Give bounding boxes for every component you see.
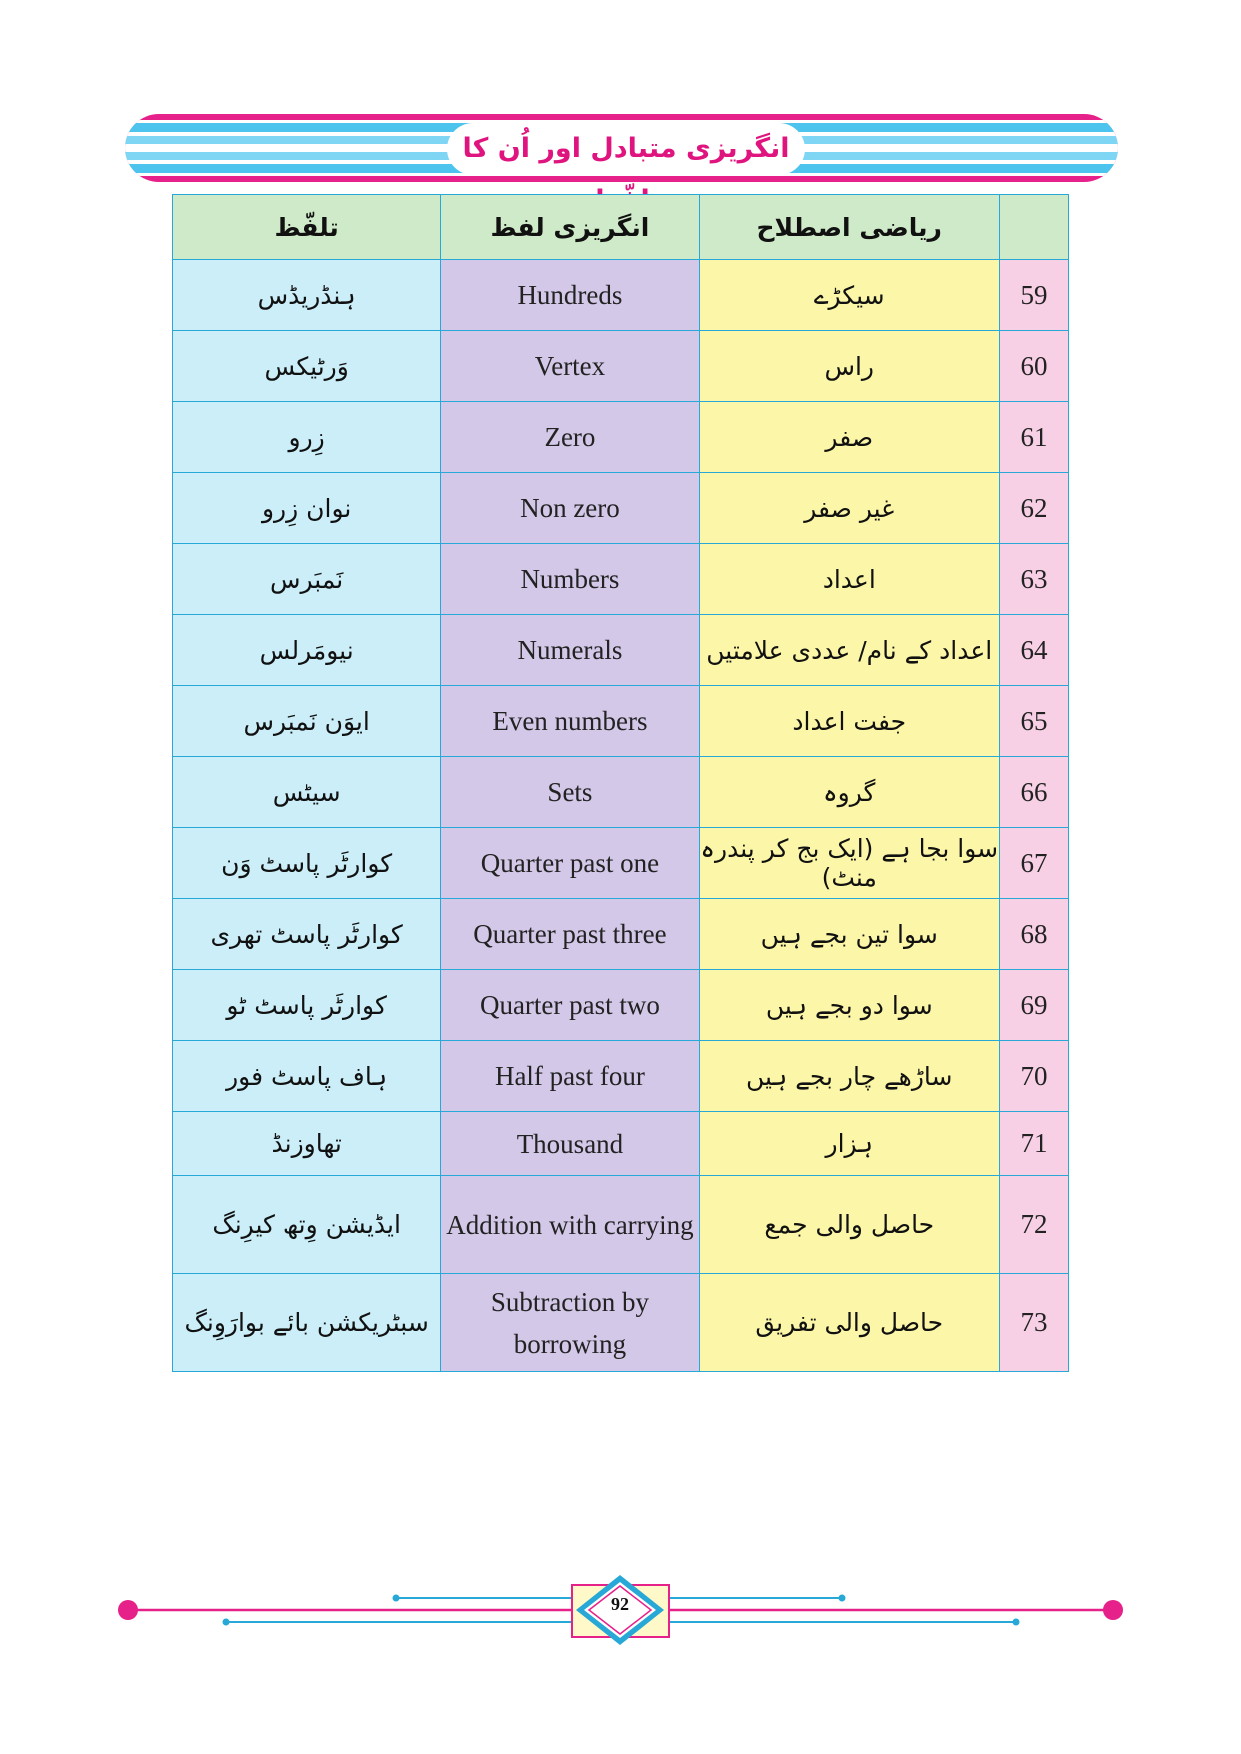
pronunciation-cell: نَمبَرس [173,544,441,615]
pronunciation-cell: تھاوزنڈ [173,1112,441,1176]
term-cell: سوا دو بجے ہیں [699,970,999,1041]
term-cell: سیکڑے [699,260,999,331]
term-cell: جفت اعداد [699,686,999,757]
term-cell: گروہ [699,757,999,828]
table-header-row [173,195,1069,260]
pronunciation-cell: زِرو [173,402,441,473]
term-cell: اعداد [699,544,999,615]
table-row [173,899,1069,970]
term-cell: اعداد کے نام/ عددی علامتیں [699,615,999,686]
english-cell: Sets [441,757,699,828]
english-cell: Numerals [441,615,699,686]
english-cell: Non zero [441,473,699,544]
pronunciation-cell: ہاف پاسٹ فور [173,1041,441,1112]
number-cell: 65 [999,686,1068,757]
table-row [173,757,1069,828]
table-row [173,402,1069,473]
number-cell: 66 [999,757,1068,828]
table-row [173,828,1069,899]
term-cell: راس [699,331,999,402]
term-cell: سوا تین بجے ہیں [699,899,999,970]
table-row [173,473,1069,544]
term-cell: سوا بجا ہے (ایک بج کر پندرہ منٹ) [699,828,999,899]
term-cell: حاصل والی تفریق [699,1274,999,1372]
pronunciation-cell: کوارٹَر پاسٹ تھری [173,899,441,970]
english-cell: Vertex [441,331,699,402]
table-row [173,1176,1069,1274]
pronunciation-cell: سبٹریکشن بائے بوارَوِنگ [173,1274,441,1372]
pronunciation-cell: سیٹس [173,757,441,828]
english-cell: Quarter past two [441,970,699,1041]
number-cell: 61 [999,402,1068,473]
number-cell: 71 [999,1112,1068,1176]
number-cell: 67 [999,828,1068,899]
number-cell: 59 [999,260,1068,331]
number-cell: 68 [999,899,1068,970]
english-cell: Thousand [441,1112,699,1176]
term-cell: حاصل والی جمع [699,1176,999,1274]
number-cell: 62 [999,473,1068,544]
english-cell: Hundreds [441,260,699,331]
table-row [173,331,1069,402]
pronunciation-cell: کوارٹَر پاسٹ ٹو [173,970,441,1041]
english-cell: Even numbers [441,686,699,757]
english-cell: Subtraction by borrowing [441,1274,699,1372]
header-pronunciation: تلفّظ [173,195,441,260]
english-cell: Addition with carrying [441,1176,699,1274]
term-cell: ساڑھے چار بجے ہیں [699,1041,999,1112]
english-cell: Quarter past three [441,899,699,970]
pronunciation-cell: نوان زِرو [173,473,441,544]
number-cell: 73 [999,1274,1068,1372]
header-number [999,195,1068,260]
english-cell: Quarter past one [441,828,699,899]
table-row [173,686,1069,757]
table-row [173,260,1069,331]
term-cell: غیر صفر [699,473,999,544]
header-english-word: انگریزی لفظ [441,195,699,260]
english-cell: Zero [441,402,699,473]
english-cell: Half past four [441,1041,699,1112]
pronunciation-cell: کوارٹَر پاسٹ وَن [173,828,441,899]
page-title: انگریزی متبادل اور اُن کا [447,123,805,175]
number-cell: 72 [999,1176,1068,1274]
table-row [173,544,1069,615]
vocabulary-table [172,194,1069,1372]
english-cell: Numbers [441,544,699,615]
number-cell: 69 [999,970,1068,1041]
pronunciation-cell: ایڈیشن وِتھ کیرِنگ [173,1176,441,1274]
term-cell: ہزار [699,1112,999,1176]
table-row [173,970,1069,1041]
number-cell: 63 [999,544,1068,615]
page-number: 92 [611,1594,629,1614]
pronunciation-cell: ہنڈریڈس [173,260,441,331]
table-row [173,615,1069,686]
term-cell: صفر [699,402,999,473]
header-math-term: ریاضی اصطلاح [699,195,999,260]
number-cell: 70 [999,1041,1068,1112]
number-cell: 64 [999,615,1068,686]
table-row [173,1041,1069,1112]
table-row [173,1274,1069,1372]
pronunciation-cell: ایوَن نَمبَرس [173,686,441,757]
pronunciation-cell: وَرٹیکس [173,331,441,402]
pronunciation-cell: نیومَرلس [173,615,441,686]
table-row [173,1112,1069,1176]
number-cell: 60 [999,331,1068,402]
